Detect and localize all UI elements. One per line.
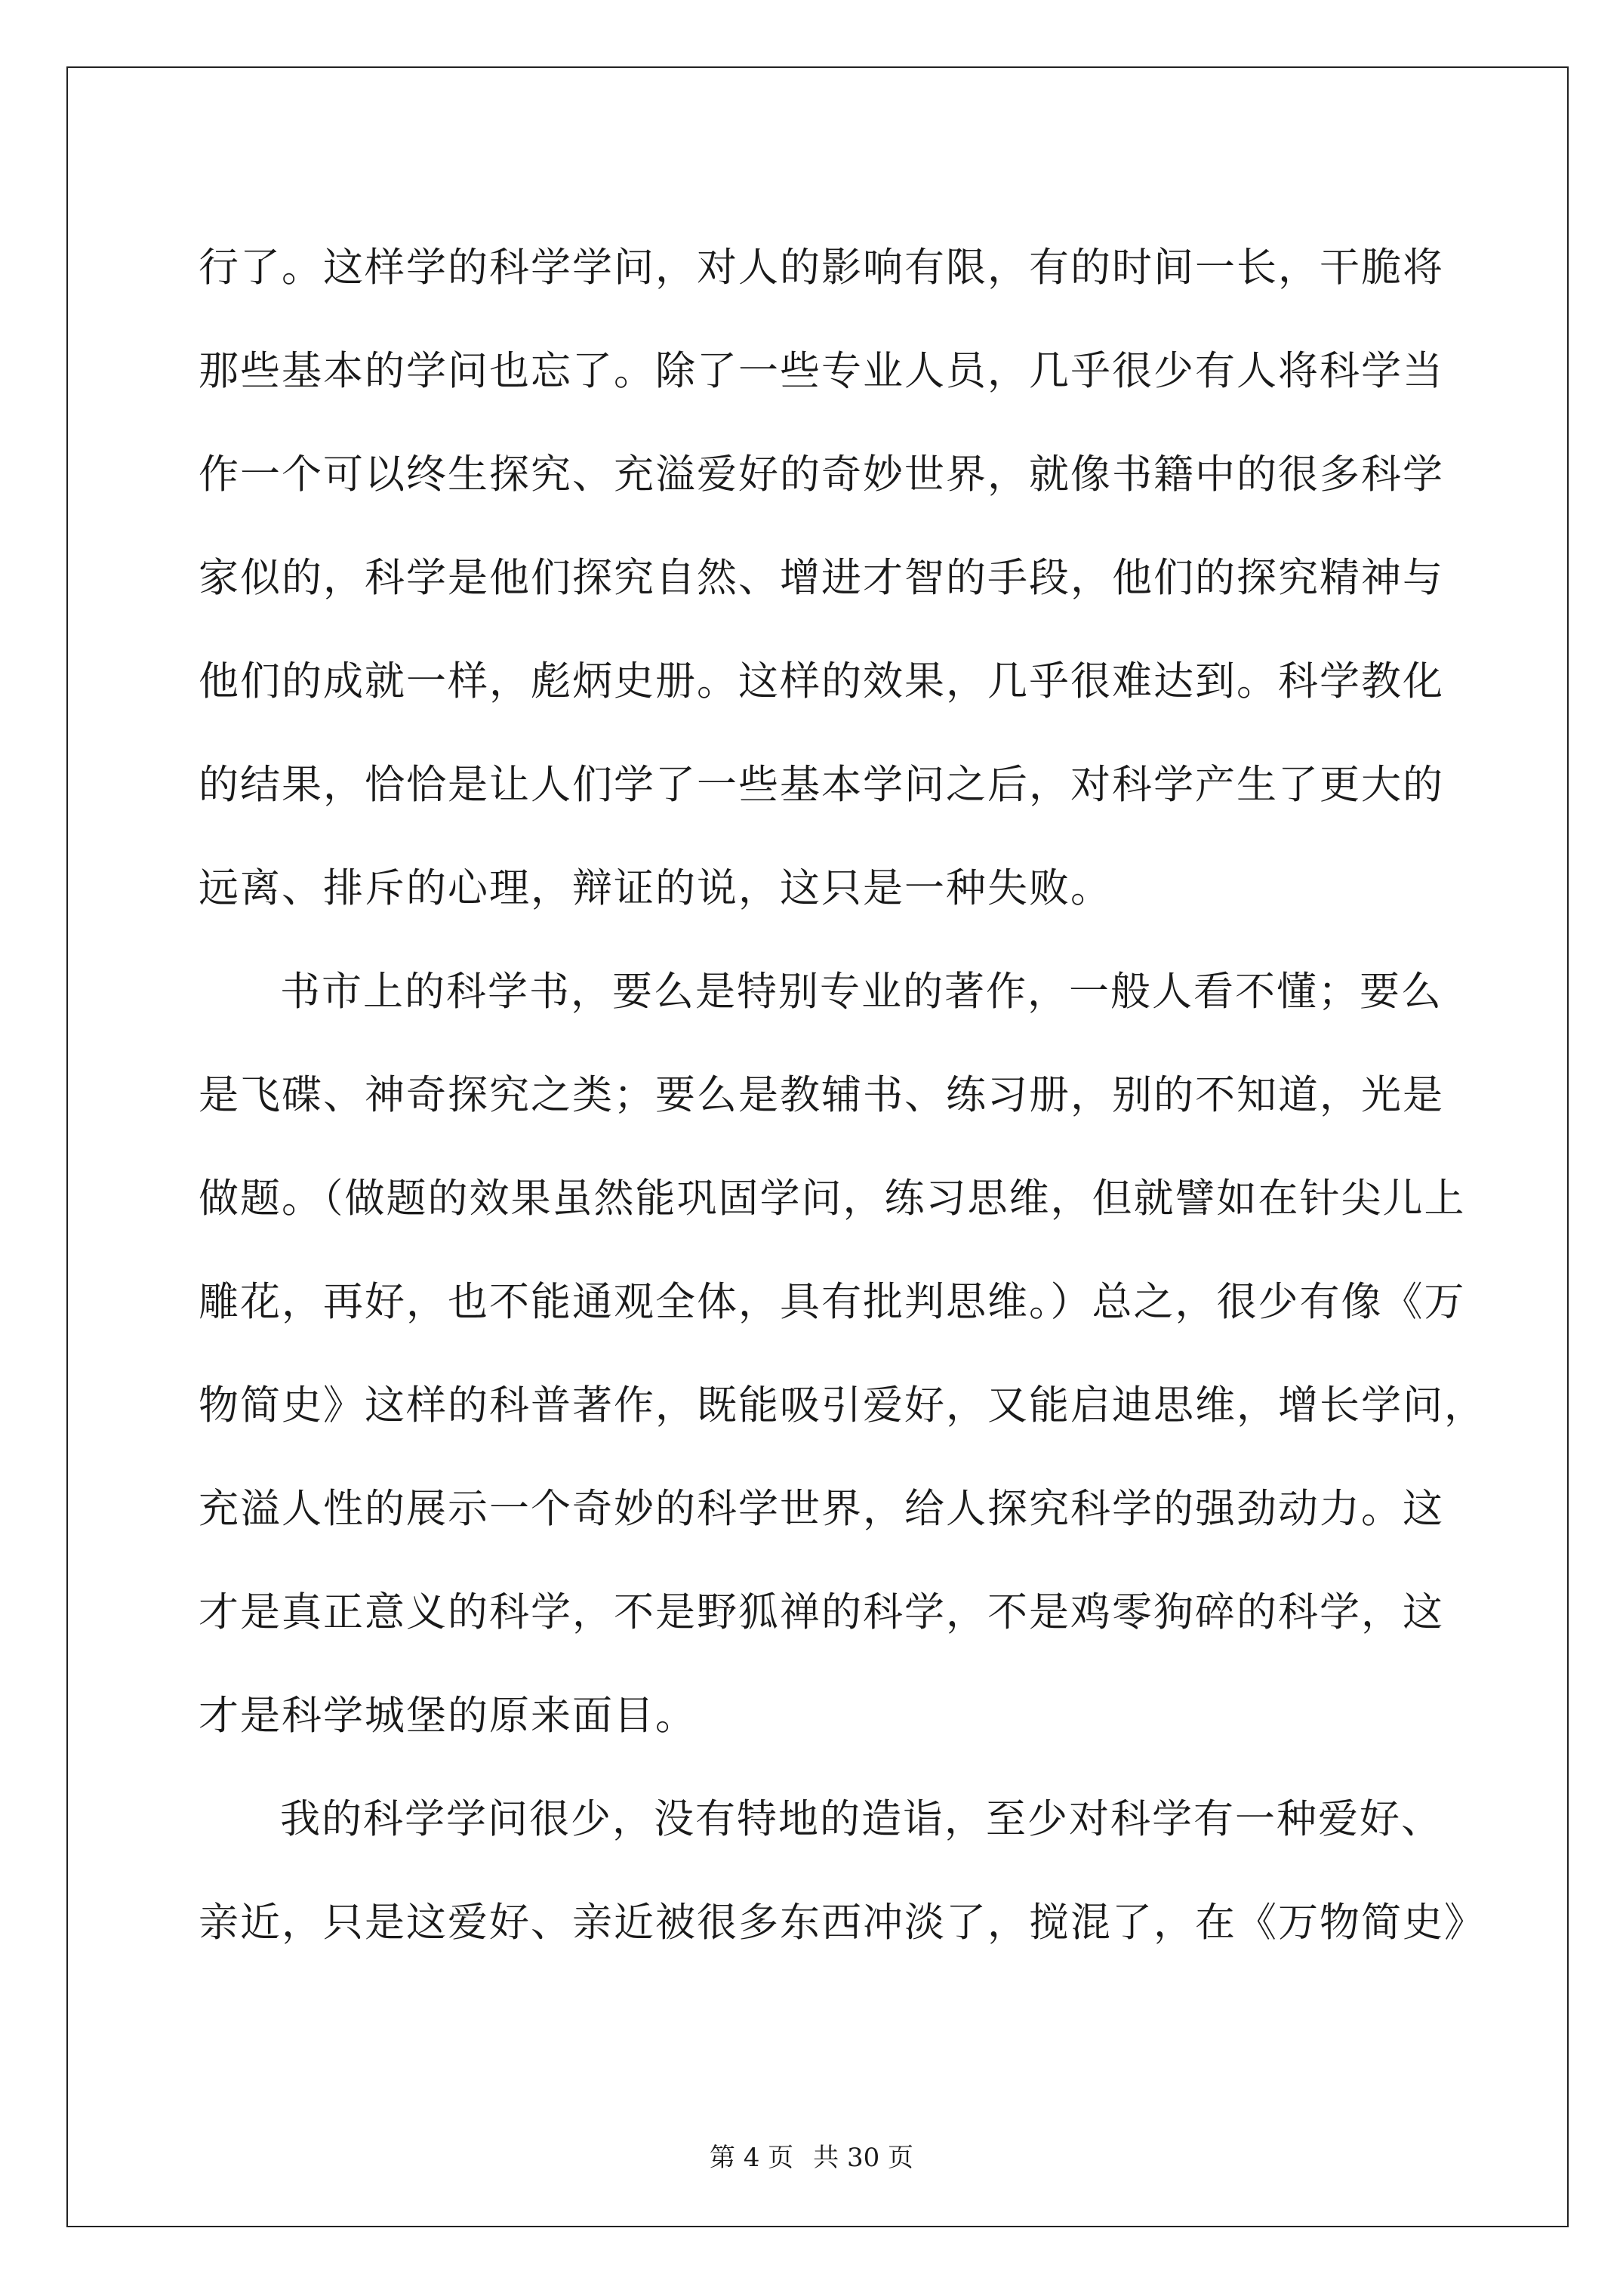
document-body xyxy=(199,216,1486,1974)
text-line: 的结果，恰恰是让人们学了一些基本学问之后，对科学产生了更大的 xyxy=(199,762,1444,808)
text-line: 书市上的科学书，要么是特别专业的著作，一般人看不懂；要么 xyxy=(280,969,1443,1015)
text-line: 是飞碟、神奇探究之类；要么是教辅书、练习册，别的不知道，光是 xyxy=(199,1072,1444,1118)
text-line: 物简史》这样的科普著作，既能吸引爱好，又能启迪思维，增长学问， xyxy=(199,1382,1486,1428)
text-line: 作一个可以终生探究、充溢爱好的奇妙世界，就像书籍中的很多科学 xyxy=(199,451,1444,498)
page-footer xyxy=(0,2137,1623,2174)
page-number: 第 4 页 xyxy=(709,2143,794,2173)
text-line: 那些基本的学问也忘了。除了一些专业人员，几乎很少有人将科学当 xyxy=(199,348,1444,394)
text-line: 才是科学城堡的原来面目。 xyxy=(199,1693,697,1739)
page-total: 共 30 页 xyxy=(813,2143,914,2173)
text-line: 充溢人性的展示一个奇妙的科学世界，给人探究科学的强劲动力。这 xyxy=(199,1486,1444,1532)
text-line: 雕花，再好，也不能通观全体，具有批判思维。）总之，很少有像《万 xyxy=(199,1279,1466,1325)
text-line: 亲近，只是这爱好、亲近被很多东西冲淡了，搅混了，在《万物简史》 xyxy=(199,1900,1486,1946)
text-line: 行了。这样学的科学学问，对人的影响有限，有的时间一长，干脆将 xyxy=(199,245,1444,291)
text-line: 家似的，科学是他们探究自然、增进才智的手段，他们的探究精神与 xyxy=(199,555,1444,601)
text-line: 远离、排斥的心理，辩证的说，这只是一种失败。 xyxy=(199,865,1112,911)
text-line: 才是真正意义的科学，不是野狐禅的科学，不是鸡零狗碎的科学，这 xyxy=(199,1589,1444,1635)
text-line: 我的科学学问很少，没有特地的造诣，至少对科学有一种爱好、 xyxy=(280,1796,1443,1842)
text-line: 他们的成就一样，彪炳史册。这样的效果，几乎很难达到。科学教化 xyxy=(199,658,1444,704)
text-line: 做题。（做题的效果虽然能巩固学问，练习思维，但就譬如在针尖儿上 xyxy=(199,1176,1466,1222)
